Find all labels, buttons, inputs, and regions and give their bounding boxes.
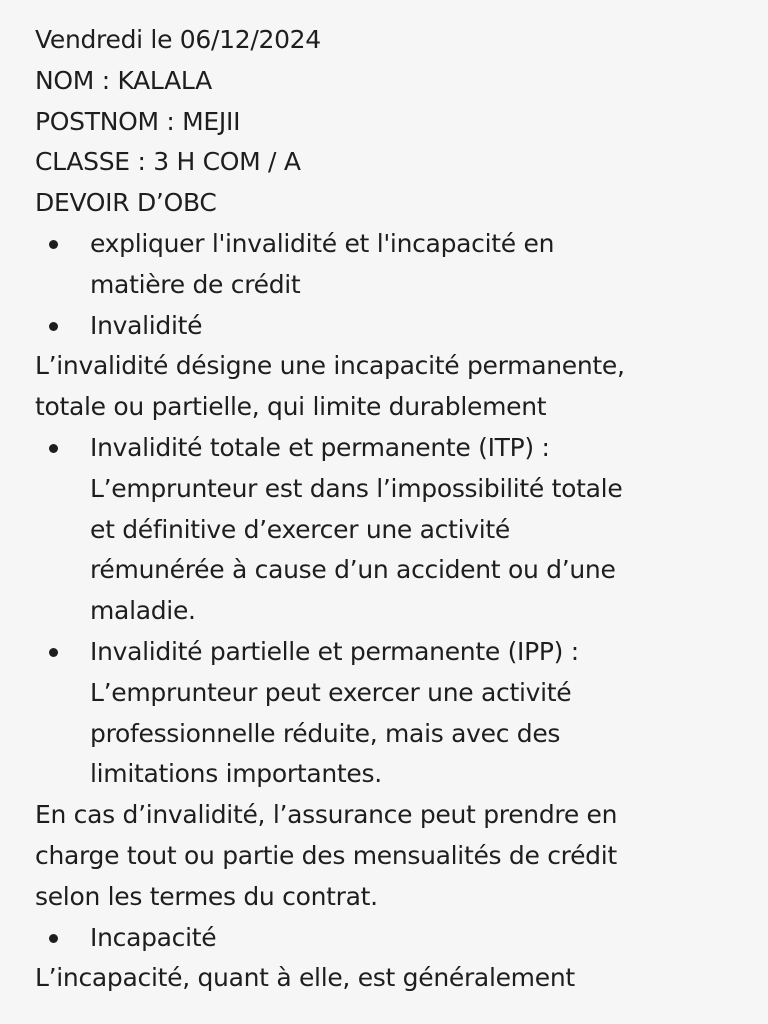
bullet-ipp (35, 632, 748, 795)
incapacite-definition-line: L’incapacité, quant à elle, est généralement (35, 963, 575, 993)
bullet-dot-icon (35, 632, 90, 673)
itp-line: L’emprunteur est dans l’impossibilité totale (90, 473, 623, 503)
ipp-line: limitations importantes. (90, 759, 382, 789)
question-line: matière de crédit (90, 269, 301, 299)
question-line: expliquer l'invalidité et l'incapacité en (90, 228, 555, 258)
itp-line: et définitive d’exercer une activité (90, 514, 510, 544)
ipp-line: Invalidité partielle et permanente (IPP) : (90, 636, 579, 666)
itp-line: maladie. (90, 596, 196, 626)
bullet-dot-icon (35, 224, 90, 265)
bullet-dot-icon (35, 306, 90, 347)
assurance-line: selon les termes du contrat. (35, 881, 378, 911)
bullet-itp (35, 428, 748, 632)
devoir-title: DEVOIR D’OBC (35, 188, 217, 218)
bullet-dot-icon (35, 428, 90, 469)
invalidite-heading: Invalidité (90, 310, 203, 340)
bullet-dot-icon (35, 918, 90, 959)
bullet-incapacite-heading (35, 918, 748, 959)
assurance-line: En cas d’invalidité, l’assurance peut prendre en (35, 800, 618, 830)
itp-line: rémunérée à cause d’un accident ou d’une (90, 555, 616, 585)
incapacite-heading: Incapacité (90, 922, 217, 952)
classe-line: CLASSE : 3 H COM / A (35, 147, 301, 177)
invalidite-definition-line: totale ou partielle, qui limite durablement (35, 392, 547, 422)
postnom-line: POSTNOM : MEJII (35, 106, 241, 136)
ipp-line: professionnelle réduite, mais avec des (90, 718, 561, 748)
invalidite-definition-line: L’invalidité désigne une incapacité permanente, (35, 351, 625, 381)
nom-line: NOM : KALALA (35, 65, 212, 95)
assurance-line: charge tout ou partie des mensualités de crédit (35, 840, 617, 870)
bullet-invalidite-heading (35, 306, 748, 347)
ipp-line: L’emprunteur peut exercer une activité (90, 677, 572, 707)
itp-line: Invalidité totale et permanente (ITP) : (90, 432, 550, 462)
date-line: Vendredi le 06/12/2024 (35, 25, 321, 54)
bullet-question (35, 224, 748, 306)
